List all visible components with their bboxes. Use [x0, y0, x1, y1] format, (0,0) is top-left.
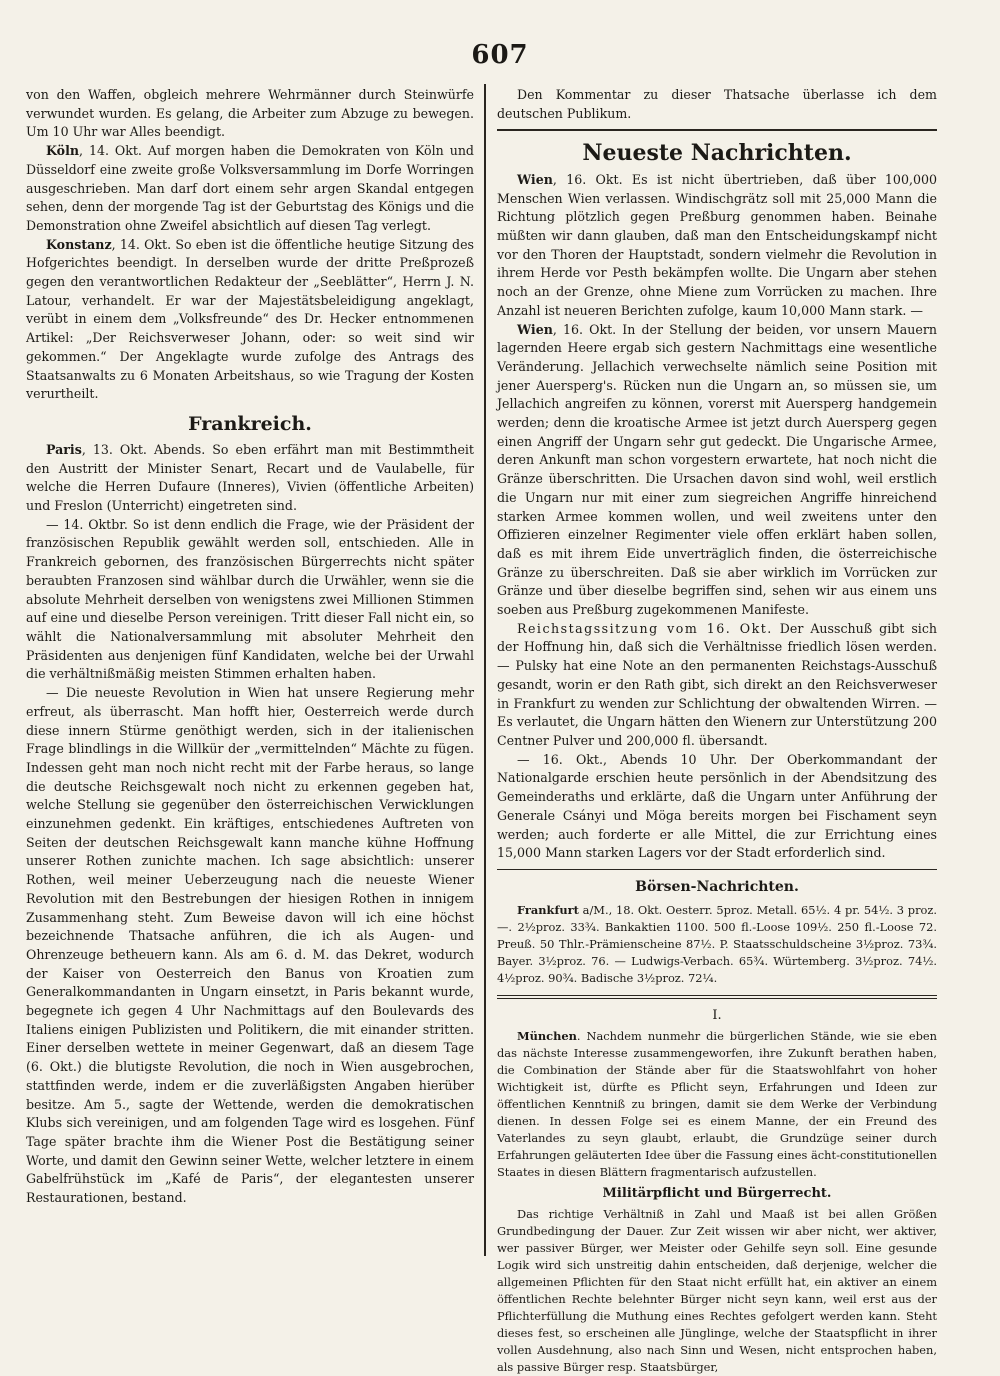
article-text: , 16. Okt. In der Stellung der beiden, vor unsern Mauern lagernden Heere ergab sich gestern Nachmittags eine wesentliche Veränderung. Jellachich verwechselte nämlich seine Position mit jener Auersperg's. Rücken nun die Ungarn an, so müssen sie, um Jellachich angreifen zu können, vorerst mit Auersperg handgemein werden; denn die kroatische Armee ist jetzt durch Auersperg gegen einen Angriff der Ungarn sehr gut gedeckt. Die Ungarische Armee, deren Ankunft man schon vorgestern erwartete, hat noch nicht die Gränze überschritten. Die Ursachen davon sind wohl, weil erstlich die Ungarn nur mit einer zum siegreichen Angriffe hinreichend starken Armee kommen wollen, und weil zweitens unter den Offizieren einzelner Regimenter viele offen erklärt haben sollen, daß es mit ihrem Eide unverträglich finden, die österreichische Gränze zu überschreiten. Daß sie aber wirklich im Vorrücken zur Gränze und über dieselbe begriffen sind, sehen wir aus einem uns soeben aus Preßburg zugekommenen Manifeste.: [497, 321, 937, 618]
page-number: 607: [471, 40, 529, 70]
article-paragraph: — 16. Okt., Abends 10 Uhr. Der Oberkommandant der Nationalgarde erschien heute persönlich in der Abendsitzung des Gemeinderaths und erklärte, daß die Ungarn unter Anführung der Generale Csányi und Möga bereits morgen bei Fischament seyn werden; auch forderte er alle Mittel, die zur Errichtung eines 15,000 Mann starken Lagers vor der Stadt erforderlich sind.: [497, 751, 937, 861]
article-text: , 13. Okt. Abends. So eben erfährt man mit Bestimmtheit den Austritt der Minister Senart, Recart und de Vaulabelle, für welche die Herren Dufaure (Inneres), Vivien (öffentliche Arbeiten) und Freslon (Unterricht) eingetreten sind.: [26, 441, 474, 514]
article-text: Der Ausschuß gibt sich der Hoffnung hin, daß sich die Verhältnisse friedlich lösen werden. — Pulsky hat eine Note an den permanenten Reichstags-Ausschuß gesandt, worin er den Rath gibt, sich direkt an den Reichsverweser in Frankfurt zu wenden zur Schlichtung der obwaltenden Wirren. — Es verlautet, die Ungarn hätten den Wienern zur Unterstützung 200 Centner Pulver und 200,000 fl. übersandt.: [497, 620, 937, 748]
subheading-military: Militärpflicht und Bürgerrecht.: [602, 1186, 832, 1202]
article-text: , 14. Okt. So eben ist die öffentliche heutige Sitzung des Hofgerichtes beendigt. In derselben wurde der dritte Preßprozeß gegen den verantwortlichen Redakteur der „Seeblätter“, Herrn J. N. Latour, verhandelt. Er war der Majestätsbeleidigung angeklagt, verübt in einem dem „Volksfreunde“ des Dr. Hecker entnommenen Artikel: „Der Reichsverweser Johann, oder: so weit sind wir gekommen.“ Der Angeklagte wurde zufolge des Antrags des Staatsanwalts zu 6 Monaten Arbeitshaus, so wie Tragung der Kosten verurtheilt.: [26, 236, 474, 402]
dateline-place: Reichstagssitzung vom 16. Okt.: [517, 620, 773, 636]
section-rule: [497, 869, 937, 871]
article-paragraph: von den Waffen, obgleich mehrere Wehrmänner durch Steinwürfe verwundet wurden. Es gelang, die Arbeiter zum Abzuge zu bewegen. Um 10 Uhr war Alles beendigt.: [26, 87, 474, 140]
right-column: [497, 86, 937, 1376]
left-column: [26, 86, 474, 1208]
dateline-place: Frankfurt: [517, 903, 579, 918]
dateline-place: Konstanz: [46, 236, 112, 252]
dateline-place: Wien: [517, 171, 553, 187]
dateline-place: Wien: [517, 321, 553, 337]
article-text: . Nachdem nunmehr die bürgerlichen Stände, wie sie eben das nächste Interesse zusammengeworfen, ihre Zukunft berathen haben, die Combination der Stände aber für die Staatswohlfahrt von hoher Wichtigkeit ist, dürfte es Pflicht seyn, Erfahrungen und Ideen zur öffentlichen Kenntniß zu bringen, damit sie dem Werke der Verbindung dienen. In dessen Folge sei es einem Manne, der ein Freund des Vaterlandes zu seyn glaubt, erlaubt, die Grundzüge seiner durch Erfahrungen geläuterten Idee über die Fassung eines ächt-constitutionellen Staates in diesen Blättern fragmentarisch aufzustellen.: [497, 1029, 937, 1180]
article-text: , 16. Okt. Es ist nicht übertrieben, daß über 100,000 Menschen Wien verlassen. Windischgrätz soll mit 25,000 Mann die Richtung plötzlich gegen Preßburg genommen haben. Beinahe müßten wir dann glauben, daß man den Entscheidungskampf nicht vor den Thoren der Hauptstadt, sondern vielmehr die Revolution in ihrem Herde vor Pesth bekämpfen wollte. Die Ungarn aber stehen noch an der Grenze, ohne Miene zum Vorrücken zu machen. Ihre Anzahl ist neueren Berichten zufolge, kaum 10,000 Mann stark. —: [497, 171, 937, 318]
article-text: a/M., 18. Okt. Oesterr. 5proz. Metall. 65½. 4 pr. 54½. 3 proz. —. 2½proz. 33¾. Bankaktien 1100. 500 fl.-Loose 109½. 250 fl.-Loose 72. Preuß. 50 Thlr.-Prämienscheine 87½. P. Staatsschuldscheine 3½proz. 73¾. Bayer. 3½proz. 76. — Ludwigs-Verbach. 65¾. Würtemberg. 3½proz. 74½. 4½proz. 90¾. Badische 3½proz. 72¼.: [497, 903, 937, 986]
article-text: , 14. Okt. Auf morgen haben die Demokraten von Köln und Düsseldorf eine zweite große Volksversammlung im Dorfe Worringen ausgeschrieben. Man darf dort einem sehr argen Skandal entgegen sehen, denn der morgende Tag ist der Geburtstag des Königs und die Demonstration ohne Zweifel absichtlich auf diesen Tag verlegt.: [26, 143, 474, 233]
article-paragraph: [497, 171, 937, 321]
section-heading-boerse: Börsen-Nachrichten.: [635, 879, 799, 896]
section-rule: [497, 129, 937, 131]
exchange-report: [497, 902, 937, 987]
article-paragraph: [497, 620, 937, 751]
section-heading-news: Neueste Nachrichten.: [582, 139, 852, 166]
dateline-place: Köln: [46, 143, 80, 159]
article-paragraph: [26, 441, 474, 516]
article-paragraph: [497, 1028, 937, 1181]
article-paragraph: — 14. Oktbr. So ist denn endlich die Frage, wie der Präsident der französischen Republik gewählt werden soll, entschieden. Alle in Frankreich gebornen, des französischen Bürgerrechts nicht später beraubten Franzosen sind wählbar durch die Urwähler, wenn sie die absolute Mehrheit derselben von wenigstens zwei Millionen Stimmen auf eine und dieselbe Person vereinigen. Tritt dieser Fall nicht ein, so wählt die Nationalversammlung mit absoluter Mehrheit den Präsidenten aus denjenigen fünf Kandidaten, welche bei der Urwahl die verhältnißmäßig meisten Stimmen erhalten haben.: [26, 516, 474, 682]
article-paragraph: Den Kommentar zu dieser Thatsache überlasse ich dem deutschen Publikum.: [497, 87, 937, 121]
feuilleton-rule: [497, 995, 937, 999]
article-paragraph: [497, 321, 937, 620]
section-heading-france: Frankreich.: [188, 412, 312, 435]
article-paragraph: — Die neueste Revolution in Wien hat unsere Regierung mehr erfreut, als überrascht. Man hofft hier, Oesterreich werde durch diese innern Stürme genöthigt werden, sich in der italienischen Frage blindlings in die Willkür der „vermittelnden“ Mächte zu fügen. Indessen geht man noch nicht recht mit der Farbe heraus, so lange die deutsche Reichsgewalt noch nicht zu erkennen gegeben hat, welche Stellung sie gegenüber den österreichischen Verwicklungen einzunehmen gedenkt. Ein kräftiges, entschiedenes Auftreten von Seiten der deutschen Reichsgewalt kann manche kühne Hoffnung unserer Rothen zunichte machen. Ich sage absichtlich: unserer Rothen, weil meiner Ueberzeugung nach die neueste Wiener Revolution mit den Bestrebungen der hiesigen Rothen in innigem Zusammenhang steht. Zum Beweise davon will ich eine höchst bezeichnende Thatsache anführen, die ich als Augen- und Ohrenzeuge betheuern kann. Als am 6. d. M. das Dekret, wodurch der Kaiser von Oesterreich den Banus von Kroatien zum Generalkommandanten in Ungarn einsetzt, in Paris bekannt wurde, begegnete ich gegen 4 Uhr Nachmittags auf den Boulevards des Italiens einigen Publizisten und Politikern, die mit einander stritten. Einer derselben wettete in meiner Gegenwart, daß an diesem Tage (6. Okt.) die blutigste Revolution, die noch in Wien ausgebrochen, stattfinden werde, indem er die zuverläßigsten Angaben hierüber besitze. Am 5., sagte der Wettende, werden die demokratischen Klubs sich vereinigen, und am folgenden Tage wird es losgehen. Fünf Tage später brachte ihm die Wiener Post die Bestätigung seiner Worte, und damit den Gewinn seiner Wette, welcher letztere in einem Gabelfrühstück im „Kafé de Paris“, der elegantesten unserer Restaurationen, bestand.: [26, 685, 474, 1206]
column-divider: [484, 84, 486, 1256]
dateline-place: Paris: [46, 441, 82, 457]
dateline-place: München: [517, 1029, 577, 1044]
feuilleton-number: I.: [712, 1008, 722, 1024]
article-paragraph: Das richtige Verhältniß in Zahl und Maaß ist bei allen Größen Grundbedingung der Dauer. Zur Zeit wissen wir aber nicht, wer aktiver, wer passiver Bürger, wer Meister oder Gehilfe seyn soll. Eine gesunde Logik wird sich unstreitig dahin entscheiden, daß derjenige, welcher die allgemeinen Pflichten für den Staat nicht erfüllt hat, ein aktiver an einem öffentlichen Rechte belehnter Bürger nicht seyn kann, weil erst aus der Pflichterfüllung die Muthung eines Rechtes gefolgert werden kann. Steht dieses fest, so erscheinen alle Jünglinge, welche der Staatspflicht in ihrer vollen Ausdehnung, also nach Sinn und Wesen, nicht entsprochen haben, als passive Bürger resp. Staatsbürger,: [497, 1206, 937, 1374]
article-paragraph: [26, 236, 474, 404]
article-paragraph: [26, 142, 474, 236]
